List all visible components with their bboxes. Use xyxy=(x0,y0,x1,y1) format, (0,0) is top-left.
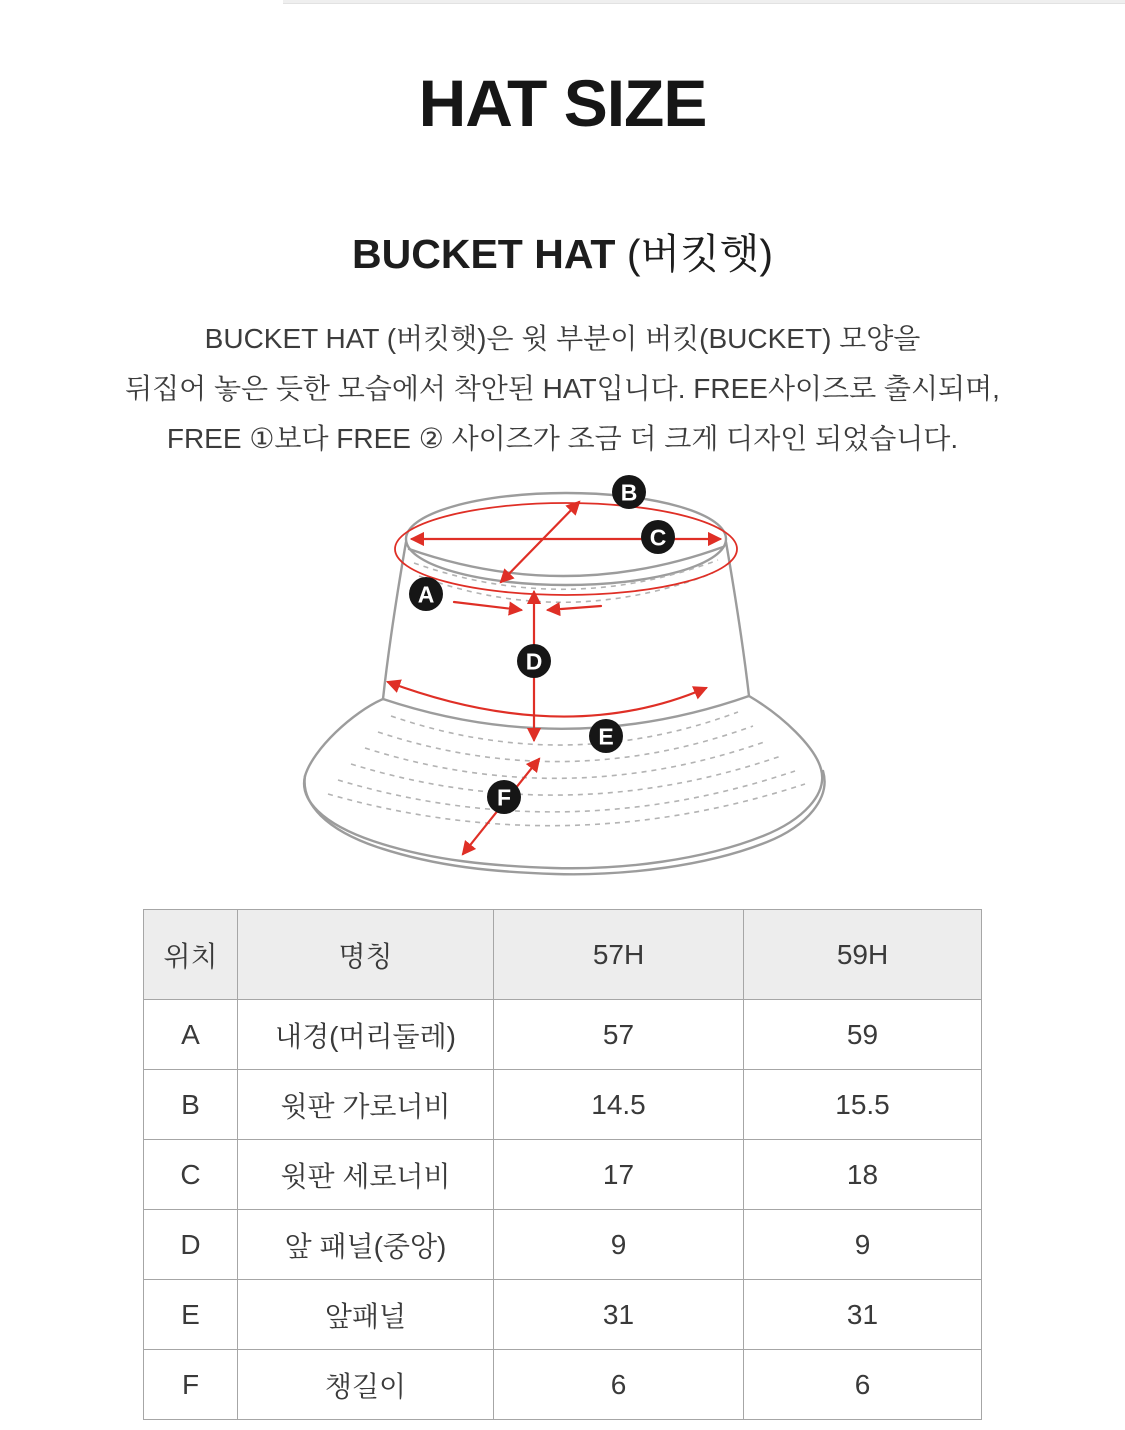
cell-position: F xyxy=(144,1350,238,1420)
cell-name: 챙길이 xyxy=(238,1350,494,1420)
crown-side-right xyxy=(726,542,749,696)
cell-position: B xyxy=(144,1070,238,1140)
cell-position: C xyxy=(144,1140,238,1210)
size-table-body xyxy=(144,1000,982,1420)
description-line-3: FREE ①보다 FREE ② 사이즈가 조금 더 크게 디자인 되었습니다. xyxy=(166,423,959,454)
cell-57h: 17 xyxy=(494,1140,744,1210)
brim-junction-arc xyxy=(383,696,749,729)
measurement-arrows xyxy=(388,502,737,854)
cell-57h: 31 xyxy=(494,1280,744,1350)
cell-59h: 59 xyxy=(744,1000,982,1070)
top-divider-strip xyxy=(283,0,1125,4)
description-line-1: BUCKET HAT (버킷햇)은 윗 부분이 버킷(BUCKET) 모양을 xyxy=(204,323,921,354)
col-header-59h: 59H xyxy=(744,910,982,1000)
marker-f xyxy=(487,780,521,814)
col-header-position: 위치 xyxy=(144,910,238,1000)
cell-name: 윗판 가로너비 xyxy=(238,1070,494,1140)
subtitle-korean: (버킷햇) xyxy=(626,231,773,277)
cell-59h: 18 xyxy=(744,1140,982,1210)
marker-b-label: B xyxy=(620,479,637,506)
measure-a-arrow-left xyxy=(454,602,521,610)
marker-a xyxy=(409,577,443,611)
cell-59h: 9 xyxy=(744,1210,982,1280)
size-table xyxy=(143,909,982,1420)
marker-a-label: A xyxy=(417,581,434,608)
product-description xyxy=(0,314,1125,464)
brim-outer-edge xyxy=(304,696,822,868)
page-title: HAT SIZE xyxy=(418,66,707,140)
marker-c xyxy=(641,520,675,554)
cell-59h: 15.5 xyxy=(744,1070,982,1140)
marker-d xyxy=(517,644,551,678)
letter-markers xyxy=(409,475,675,814)
cell-59h: 31 xyxy=(744,1280,982,1350)
subtitle-english: BUCKET HAT xyxy=(352,231,616,277)
product-subtitle xyxy=(0,230,1125,278)
table-row xyxy=(144,1350,982,1420)
cell-name: 앞 패널(중앙) xyxy=(238,1210,494,1280)
cell-name: 윗판 세로너비 xyxy=(238,1140,494,1210)
col-header-name: 명칭 xyxy=(238,910,494,1000)
marker-e xyxy=(589,719,623,753)
table-row xyxy=(144,1070,982,1140)
cell-57h: 6 xyxy=(494,1350,744,1420)
cell-59h: 6 xyxy=(744,1350,982,1420)
bucket-hat-diagram-svg xyxy=(283,464,843,899)
marker-c-label: C xyxy=(649,524,666,551)
cell-position: A xyxy=(144,1000,238,1070)
marker-f-label: F xyxy=(496,784,511,811)
header-row xyxy=(144,910,982,1000)
measure-e-curve xyxy=(388,682,706,717)
crown-side-left xyxy=(383,542,406,699)
cell-name: 내경(머리둘레) xyxy=(238,1000,494,1070)
measurement-diagram xyxy=(283,464,843,899)
cell-57h: 14.5 xyxy=(494,1070,744,1140)
size-table-header xyxy=(144,910,982,1000)
hat-outline xyxy=(304,493,824,874)
table-row xyxy=(144,1280,982,1350)
marker-e-label: E xyxy=(597,723,614,750)
col-header-57h: 57H xyxy=(494,910,744,1000)
measure-a-arrow-right xyxy=(548,606,601,610)
cell-57h: 9 xyxy=(494,1210,744,1280)
cell-name: 앞패널 xyxy=(238,1280,494,1350)
marker-d-label: D xyxy=(525,648,542,675)
cell-position: D xyxy=(144,1210,238,1280)
table-row xyxy=(144,1000,982,1070)
description-line-2: 뒤집어 놓은 듯한 모습에서 착안된 HAT입니다. FREE사이즈로 출시되며, xyxy=(125,373,1000,404)
cell-57h: 57 xyxy=(494,1000,744,1070)
stitch-lines xyxy=(328,560,805,826)
marker-b xyxy=(612,475,646,509)
measure-b-arrow xyxy=(501,502,579,582)
cell-position: E xyxy=(144,1280,238,1350)
table-row xyxy=(144,1210,982,1280)
table-row xyxy=(144,1140,982,1210)
